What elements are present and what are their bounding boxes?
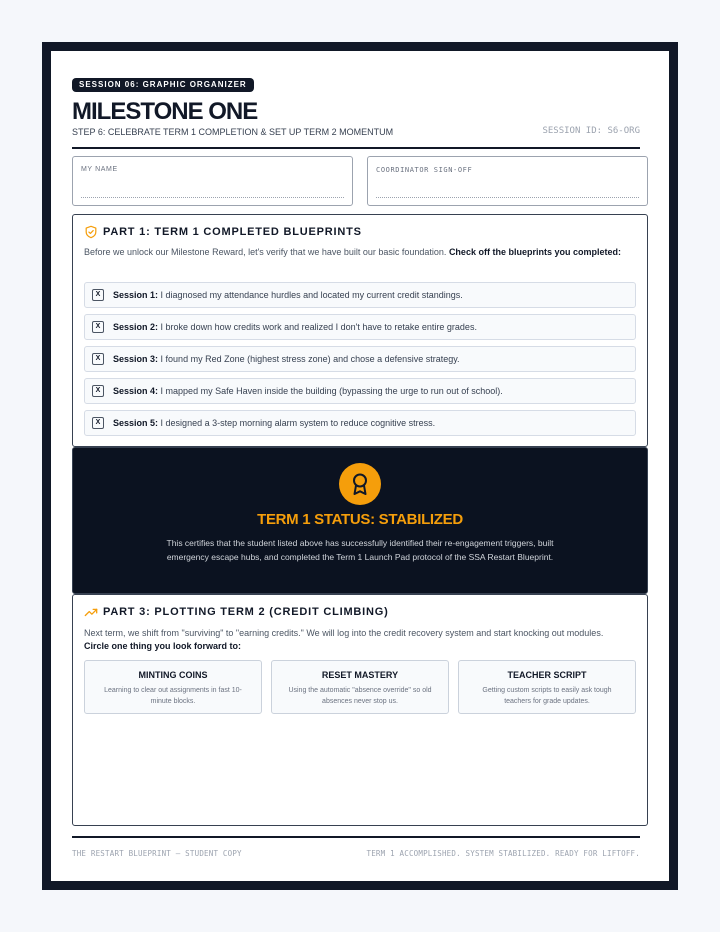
signoff-field-label: COORDINATOR SIGN-OFF <box>376 166 473 174</box>
part3-intro <box>84 627 636 653</box>
item-text: I diagnosed my attendance hurdles and located my current credit standings. <box>160 290 463 300</box>
part3-card <box>72 594 648 826</box>
footer-right: TERM 1 ACCOMPLISHED. SYSTEM STABILIZED. READY FOR LIFTOFF. <box>366 849 640 858</box>
part3-title: PART 3: PLOTTING TERM 2 (CREDIT CLIMBING) <box>103 606 389 618</box>
option-title: MINTING COINS <box>138 670 208 680</box>
checkbox[interactable]: X <box>92 417 104 429</box>
item-text: I mapped my Safe Haven inside the building (bypassing the urge to run out of school). <box>160 386 503 396</box>
checklist-item-session-1[interactable] <box>84 282 636 308</box>
checklist-item-session-4[interactable] <box>84 378 636 404</box>
checkbox[interactable]: X <box>92 289 104 301</box>
item-label: Session 5: <box>113 418 159 428</box>
part1-intro-bold: Check off the blueprints you completed: <box>448 247 621 257</box>
checkbox[interactable]: X <box>92 385 104 397</box>
item-label: Session 1: <box>113 290 159 300</box>
page-subtitle: STEP 6: CELEBRATE TERM 1 COMPLETION & SET UP TERM 2 MOMENTUM <box>72 127 394 137</box>
option-title: RESET MASTERY <box>321 670 399 680</box>
option-title: TEACHER SCRIPT <box>507 670 587 680</box>
part3-intro-text: Next term, we shift from "surviving" to "earning credits." We will log into the credit recovery system and start knocking out modules. <box>84 628 604 638</box>
worksheet <box>51 51 669 881</box>
page-title: MILESTONE ONE <box>72 98 258 125</box>
header-divider <box>72 147 640 149</box>
footer-left: THE RESTART BLUEPRINT — STUDENT COPY <box>72 849 242 858</box>
checkbox[interactable]: X <box>92 321 104 333</box>
item-label: Session 4: <box>113 386 159 396</box>
page-frame <box>42 42 678 890</box>
status-certification-text: This certifies that the student listed above has successfully identified their re-engagement triggers, built emergency escape hubs, and completed the Term 1 Launch Pad protocol of the SSA Restart Blueprint. <box>166 538 554 562</box>
option-description: Getting custom scripts to easily ask tough teachers for grade updates. <box>482 687 612 705</box>
checklist-item-session-5[interactable] <box>84 410 636 436</box>
name-field[interactable] <box>72 156 353 206</box>
part1-card <box>72 214 648 447</box>
signoff-field-line <box>376 197 639 198</box>
option-teacher-script[interactable] <box>458 660 636 714</box>
checklist-item-session-2[interactable] <box>84 314 636 340</box>
part3-intro-bold: Circle one thing you look forward to: <box>84 641 242 651</box>
session-id: SESSION ID: S6-ORG <box>542 126 640 136</box>
shield-check-icon <box>84 225 98 239</box>
option-reset-mastery[interactable] <box>271 660 449 714</box>
item-label: Session 3: <box>113 354 159 364</box>
coordinator-signoff-field[interactable] <box>367 156 648 206</box>
option-description: Learning to clear out assignments in fast 10-minute blocks. <box>104 687 242 705</box>
option-minting-coins[interactable] <box>84 660 262 714</box>
term-status-panel <box>72 447 648 594</box>
item-text: I designed a 3-step morning alarm system to reduce cognitive stress. <box>160 418 436 428</box>
option-description: Using the automatic "absence override" so old absences never stop us. <box>288 687 432 705</box>
part1-intro-text: Before we unlock our Milestone Reward, let's verify that we have built our basic foundation. <box>84 247 447 257</box>
checklist-item-session-3[interactable] <box>84 346 636 372</box>
item-text: I found my Red Zone (highest stress zone) and chose a defensive strategy. <box>160 354 460 364</box>
status-title: TERM 1 STATUS: STABILIZED <box>257 511 463 528</box>
name-field-line <box>81 197 344 198</box>
award-ribbon-icon <box>339 463 381 505</box>
trending-up-icon <box>84 605 98 619</box>
item-text: I broke down how credits work and realized I don't have to retake entire grades. <box>160 322 477 332</box>
part1-intro <box>84 246 636 259</box>
name-field-label: MY NAME <box>81 166 118 173</box>
item-label: Session 2: <box>113 322 159 332</box>
footer-divider <box>72 836 640 838</box>
award-badge <box>339 463 381 505</box>
checkbox[interactable]: X <box>92 353 104 365</box>
session-tag: SESSION 06: GRAPHIC ORGANIZER <box>72 78 254 92</box>
part1-title: PART 1: TERM 1 COMPLETED BLUEPRINTS <box>103 226 362 238</box>
